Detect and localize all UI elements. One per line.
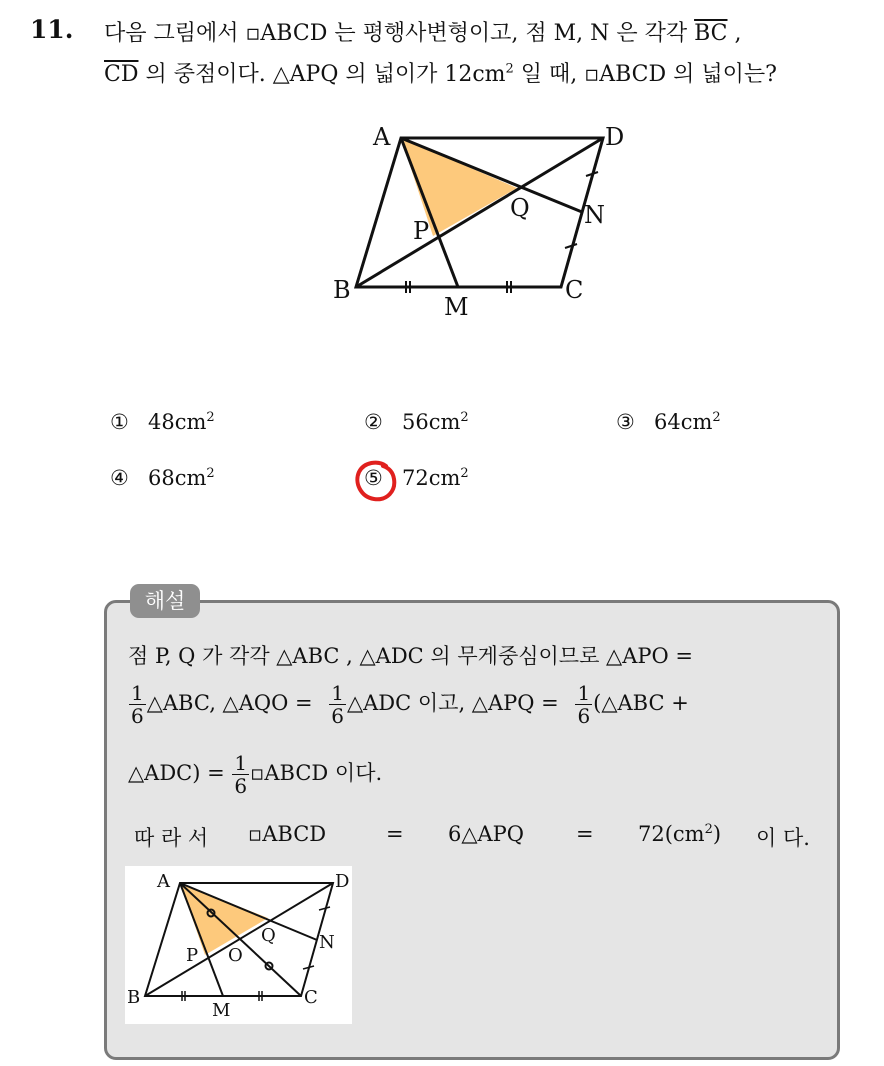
question-text-2: 의 중점이다. △APQ 의 넓이가 12cm (138, 62, 506, 87)
fraction (129, 682, 146, 727)
label-a-solution: A (157, 871, 170, 892)
choice-value: 64cm (654, 410, 713, 434)
fraction-denominator: 6 (577, 704, 591, 728)
solution-text: △ABC, △AQO = (146, 691, 313, 715)
fraction-numerator: 1 (331, 681, 344, 705)
label-m: M (444, 293, 469, 321)
choice-1[interactable] (110, 410, 215, 434)
label-b: B (333, 276, 351, 304)
label-b-solution: B (127, 987, 141, 1008)
choice-3[interactable] (616, 410, 721, 434)
diagonal-ac-solution (180, 883, 301, 996)
label-m-solution: M (212, 1000, 231, 1021)
fraction-denominator: 6 (331, 704, 344, 728)
solution-text: = (576, 822, 594, 846)
solution-text: △ADC) = (128, 761, 225, 785)
solution-tab: 해설 (130, 584, 200, 618)
segment-bc: $\overline{BC}$ (694, 21, 728, 46)
question-comma: , (727, 21, 742, 46)
label-d-solution: D (335, 871, 350, 892)
choice-sup: 2 (206, 410, 215, 425)
solution-sup: 2 (704, 822, 713, 837)
label-q: Q (510, 194, 530, 222)
label-c: C (565, 276, 584, 304)
choice-value: 68cm (148, 466, 207, 490)
choice-value: 72cm (402, 466, 461, 490)
question-text-1: 다음 그림에서 ▫ABCD 는 평행사변형이고, 점 M, N 은 각각 (104, 21, 695, 46)
parallelogram-figure (320, 110, 630, 325)
label-n-solution: N (319, 932, 335, 953)
choice-number: ① (110, 410, 129, 434)
question-number: 11. (30, 15, 74, 44)
label-c-solution: C (304, 987, 318, 1008)
solution-figure (125, 866, 352, 1024)
fraction-numerator: 1 (234, 751, 248, 775)
answer-circle-mark (352, 458, 402, 504)
label-n: N (584, 201, 605, 229)
question-text-3: 일 때, ▫ABCD 의 넓이는? (513, 62, 777, 87)
solution-text: ▫ABCD (248, 822, 327, 846)
choice-value: 48cm (148, 410, 207, 434)
label-d: D (605, 123, 625, 151)
choice-number: ② (364, 410, 383, 434)
question-line-1 (104, 16, 742, 47)
solution-text: ) (712, 822, 722, 846)
choice-number: ④ (110, 466, 129, 490)
solution-text: 72(cm (638, 822, 705, 846)
fraction-numerator: 1 (577, 681, 591, 705)
label-o-solution: O (228, 945, 243, 966)
solution-result (638, 822, 721, 846)
fraction-numerator: 1 (131, 681, 144, 705)
fraction-denominator: 6 (131, 704, 144, 728)
solution-text: 이 다. (756, 826, 810, 850)
solution-text: = (386, 822, 404, 846)
choice-sup: 2 (460, 410, 469, 425)
choice-2[interactable] (364, 410, 469, 434)
choice-4[interactable] (110, 466, 215, 490)
solution-line-2 (128, 682, 689, 727)
segment-cd: $\overline{CD}$ (104, 62, 139, 87)
question-line-2 (104, 57, 777, 88)
choice-value: 56cm (402, 410, 461, 434)
fraction-denominator: 6 (234, 774, 248, 798)
label-a: A (373, 123, 391, 151)
solution-line-3 (128, 752, 382, 797)
choice-sup: 2 (206, 466, 215, 481)
fraction (575, 682, 592, 727)
solution-text: △ADC 이고, △APQ = (346, 691, 559, 715)
label-p: P (413, 217, 430, 245)
choice-sup: 2 (460, 466, 469, 481)
fraction (329, 682, 346, 727)
solution-text: 따 라 서 (134, 826, 209, 850)
solution-text: ▫ABCD 이다. (250, 761, 383, 785)
question-sup: 2 (505, 61, 514, 77)
choice-number: ③ (616, 410, 635, 434)
fraction (232, 752, 249, 797)
solution-text: 6△APQ (448, 822, 525, 846)
choice-sup: 2 (712, 410, 721, 425)
solution-text: (△ABC + (593, 691, 689, 715)
label-p-solution: P (186, 945, 199, 966)
solution-line-1: 점 P, Q 가 각각 △ABC , △ADC 의 무게중심이므로 △APO = (128, 644, 693, 668)
label-q-solution: Q (261, 925, 276, 946)
choice-number: ⑤ (364, 466, 383, 490)
